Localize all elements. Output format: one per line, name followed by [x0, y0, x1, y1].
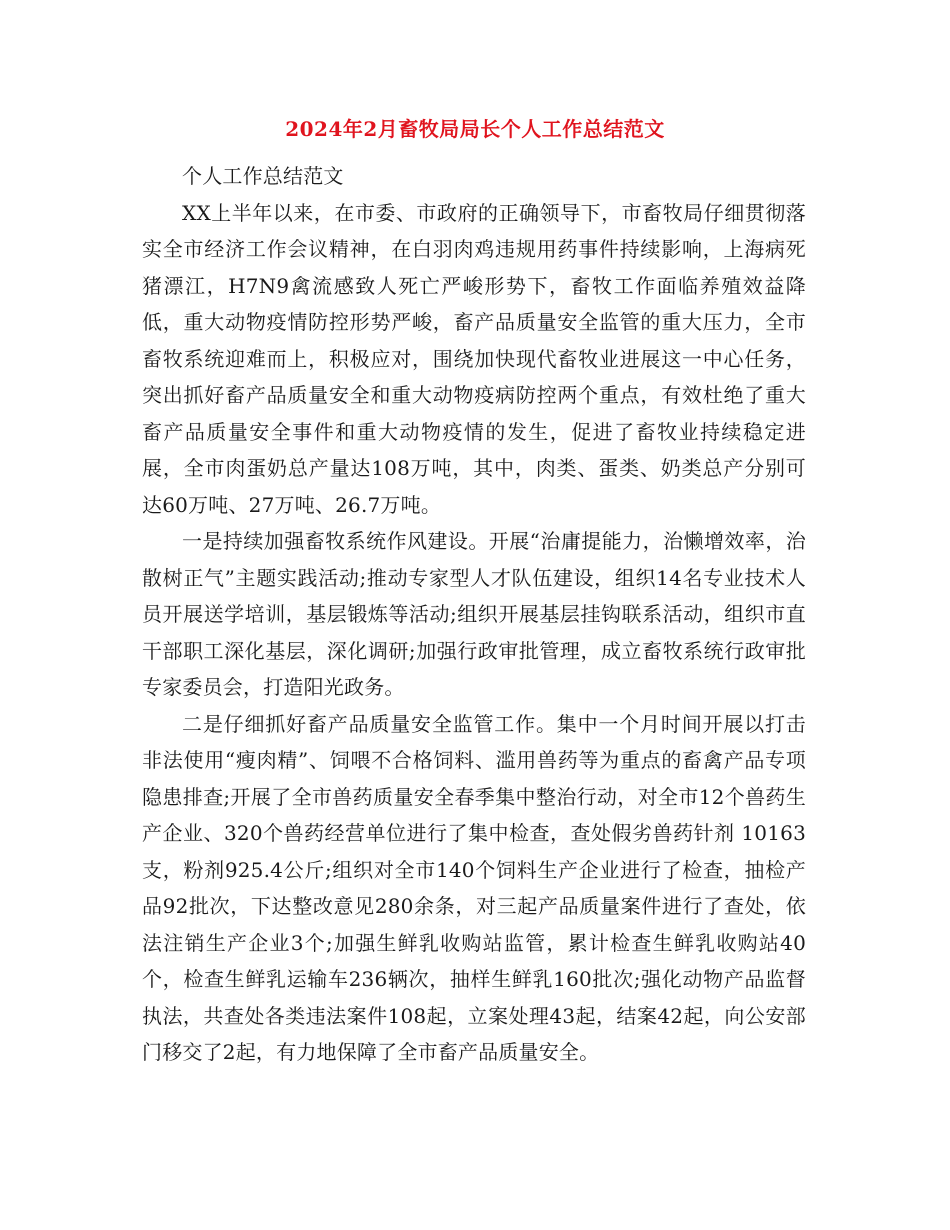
document-body — [142, 158, 806, 1071]
paragraph-point-one: 一是持续加强畜牧系统作风建设。开展“治庸提能力，治懒增效率，治散树正气”主题实践活动;推动专家型人才队伍建设，组织14名专业技术人员开展送学培训，基层锻炼等活动;组织开展基层挂钩联系活动，组织市直干部职工深化基层，深化调研;加强行政审批管理，成立畜牧系统行政审批专家委员会，打造阳光政务。 — [142, 529, 806, 699]
paragraph-heading: 个人工作总结范文 — [182, 164, 344, 188]
paragraph-point-two: 二是仔细抓好畜产品质量安全监管工作。集中一个月时间开展以打击非法使用“瘦肉精”、饲喂不合格饲料、滥用兽药等为重点的畜禽产品专项隐患排查;开展了全市兽药质量安全春季集中整治行动，对全市12个兽药生产企业、320个兽药经营单位进行了集中检查，查处假劣兽药针剂 10163支，粉剂925.4公斤;组织对全市140个饲料生产企业进行了检查，抽检产品92批次，下达整改意见280余条，对三起产品质量案件进行了查处，依法注销生产企业3个;加强生鲜乳收购站监管，累计检查生鲜乳收购站40个，检查生鲜乳运输车236辆次，抽样生鲜乳160批次;强化动物产品监督执法，共查处各类违法案件108起，立案处理43起，结案42起，向公安部门移交了2起，有力地保障了全市畜产品质量安全。 — [142, 711, 806, 1064]
document-title: 2024年2月畜牧局局长个人工作总结范文 — [285, 117, 665, 141]
paragraph-intro: XX上半年以来，在市委、市政府的正确领导下，市畜牧局仔细贯彻落实全市经济工作会议精神，在白羽肉鸡违规用药事件持续影响，上海病死猪漂江，H7N9禽流感致人死亡严峻形势下，畜牧工作面临养殖效益降低，重大动物疫情防控形势严峻，畜产品质量安全监管的重大压力，全市畜牧系统迎难而上，积极应对，围绕加快现代畜牧业进展这一中心任务，突出抓好畜产品质量安全和重大动物疫病防控两个重点，有效杜绝了重大畜产品质量安全事件和重大动物疫情的发生，促进了畜牧业持续稳定进展，全市肉蛋奶总产量达108万吨，其中，肉类、蛋类、奶类总产分别可达60万吨、27万吨、26.7万吨。 — [142, 200, 806, 517]
